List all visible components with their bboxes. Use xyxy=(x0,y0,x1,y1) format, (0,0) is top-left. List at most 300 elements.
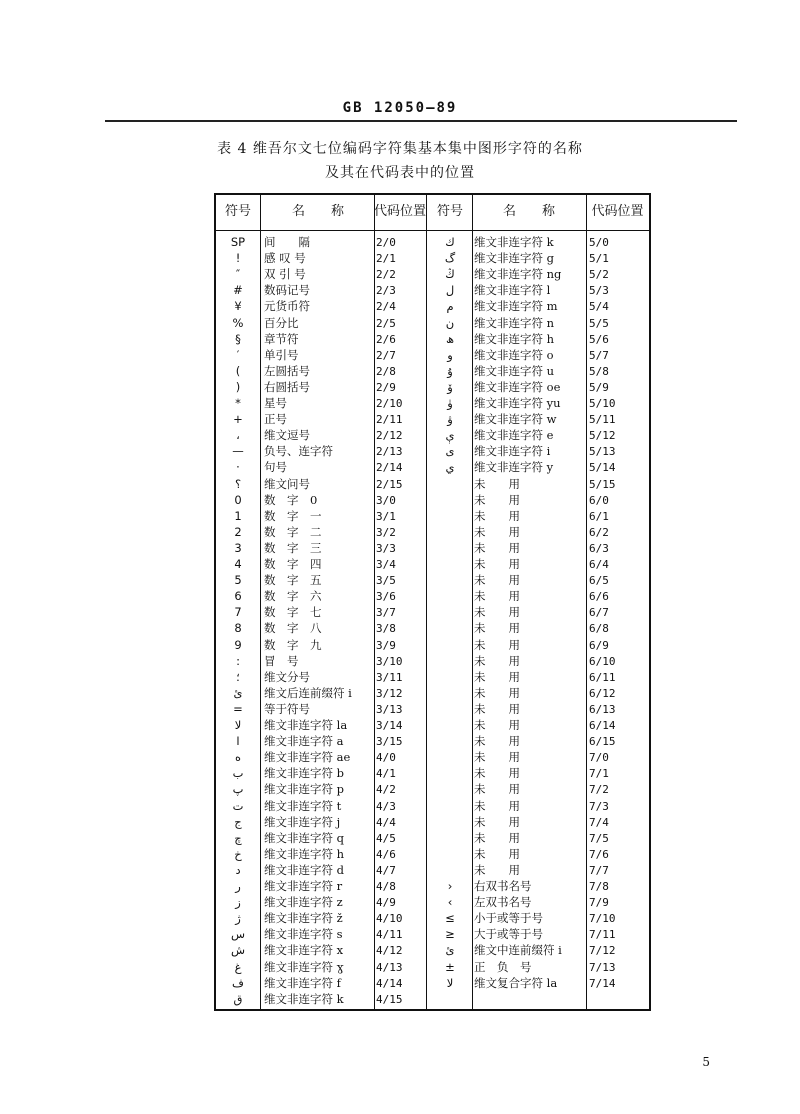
name-cell: 维文非连字符 d xyxy=(264,862,345,877)
code-cell-2: 6/6 xyxy=(589,590,609,604)
table-caption-line2: 及其在代码表中的位置 xyxy=(325,165,475,181)
page-number: 5 xyxy=(702,1055,710,1069)
table-row xyxy=(216,943,649,959)
name-cell-2: 未 用 xyxy=(474,492,520,507)
name-cell: 元货币符 xyxy=(264,299,310,314)
symbol-cell-2: ن xyxy=(445,315,455,330)
symbol-cell-2: ى xyxy=(445,444,455,459)
table-row xyxy=(216,702,649,718)
code-cell-2: 7/13 xyxy=(589,960,616,974)
code-cell: 3/14 xyxy=(376,719,403,732)
table-row xyxy=(216,992,649,1008)
name-cell-2: 未 用 xyxy=(474,750,520,765)
code-cell: 2/10 xyxy=(376,397,403,410)
code-cell-2: 6/14 xyxy=(589,719,616,732)
table-row xyxy=(216,380,649,396)
code-cell-2: 5/8 xyxy=(589,364,609,378)
code-cell-2: 6/7 xyxy=(589,606,609,620)
code-cell: 3/13 xyxy=(376,702,403,716)
name-cell-2: 维文非连字符 w xyxy=(474,412,557,427)
name-cell-2: 维文非连字符 o xyxy=(474,347,554,362)
symbol-cell-2: م xyxy=(446,299,454,314)
symbol-cell: 7 xyxy=(234,605,242,620)
symbol-cell: د xyxy=(235,862,241,877)
table-row xyxy=(216,396,649,412)
table-row xyxy=(216,235,649,251)
code-cell: 3/11 xyxy=(376,670,403,684)
name-cell-2: 左双书名号 xyxy=(474,895,532,910)
code-cell-2: 7/2 xyxy=(589,783,609,797)
code-cell-2: 6/5 xyxy=(589,574,609,588)
name-cell: 数 字 八 xyxy=(264,621,322,636)
name-cell: 负号、连字符 xyxy=(264,444,333,459)
name-cell: 正号 xyxy=(264,412,287,427)
header-symbol-2: 符号 xyxy=(436,204,463,219)
name-cell-2: 小于或等于号 xyxy=(474,911,543,926)
name-cell: 感 叹 号 xyxy=(264,251,306,266)
table-row xyxy=(216,573,649,589)
symbol-cell: ت xyxy=(232,798,244,813)
code-cell-2: 5/14 xyxy=(589,461,616,475)
code-cell: 2/6 xyxy=(376,332,396,346)
name-cell: 左圆括号 xyxy=(264,363,310,378)
symbol-cell-2: ± xyxy=(445,959,455,974)
table-row xyxy=(216,364,649,380)
code-cell-2: 6/9 xyxy=(589,638,609,652)
symbol-cell-2: ې xyxy=(445,428,455,443)
symbol-cell-2: ‹ xyxy=(447,895,453,910)
table-row xyxy=(216,863,649,879)
symbol-cell-2: ھ xyxy=(445,331,455,346)
table-row xyxy=(216,782,649,798)
code-cell-2: 7/14 xyxy=(589,976,616,990)
symbol-cell-2: و xyxy=(447,347,453,362)
code-cell: 4/11 xyxy=(376,928,403,942)
table-caption-line1: 表 4 维吾尔文七位编码字符集基本集中图形字符的名称 xyxy=(217,141,583,157)
symbol-cell: غ xyxy=(234,959,242,974)
name-cell: 维文非连字符 ž xyxy=(264,911,343,926)
symbol-cell: § xyxy=(235,331,241,346)
code-cell-2: 6/11 xyxy=(589,670,616,684)
symbol-cell: ق xyxy=(233,991,243,1006)
code-cell-2: 7/8 xyxy=(589,880,609,893)
symbol-cell-2: ك xyxy=(445,235,455,249)
code-cell-2: 7/11 xyxy=(589,928,616,942)
name-cell: 维文非连字符 b xyxy=(264,766,345,781)
code-cell: 4/0 xyxy=(376,751,396,765)
code-cell: 2/15 xyxy=(376,477,403,491)
code-cell: 4/10 xyxy=(376,912,403,926)
name-cell: 维文非连字符 s xyxy=(264,927,343,942)
name-cell-2: 未 用 xyxy=(474,589,520,604)
code-cell-2: 5/15 xyxy=(589,477,616,491)
code-cell-2: 6/13 xyxy=(589,702,616,716)
name-cell-2: 维文非连字符 g xyxy=(474,251,555,266)
name-cell: 维文非连字符 t xyxy=(264,798,342,813)
code-cell: 3/6 xyxy=(376,590,396,604)
table-row xyxy=(216,960,649,976)
table-row xyxy=(216,460,649,476)
name-cell-2: 正 负 号 xyxy=(474,959,532,974)
name-cell-2: 维文非连字符 oe xyxy=(474,379,561,394)
symbol-cell: 3 xyxy=(234,540,242,555)
code-cell: 3/7 xyxy=(376,606,396,620)
table-row xyxy=(216,412,649,428)
code-cell-2: 7/6 xyxy=(589,847,609,861)
symbol-cell: ″ xyxy=(235,267,241,282)
name-cell-2: 未 用 xyxy=(474,734,520,749)
symbol-cell: % xyxy=(232,315,244,330)
symbol-cell: 2 xyxy=(234,524,242,539)
symbol-cell: ) xyxy=(235,379,241,394)
name-cell: 数 字 七 xyxy=(264,605,322,620)
table-row xyxy=(216,267,649,283)
symbol-cell-2: ۋ xyxy=(447,412,453,427)
name-cell: 维文后连前缀符 i xyxy=(264,685,352,700)
table-row xyxy=(216,766,649,782)
table-row xyxy=(216,509,649,525)
symbol-cell: 0 xyxy=(234,492,242,507)
symbol-cell: چ xyxy=(234,830,242,845)
code-cell: 3/8 xyxy=(376,622,396,636)
symbol-cell: # xyxy=(233,283,243,298)
name-cell-2: 维文非连字符 y xyxy=(474,460,554,475)
character-table xyxy=(214,193,651,1011)
code-cell: 3/15 xyxy=(376,735,403,749)
name-cell: 数 字 0 xyxy=(264,492,318,507)
code-cell-2: 5/3 xyxy=(589,284,609,298)
code-cell-2: 6/4 xyxy=(589,558,609,571)
code-cell-2: 5/9 xyxy=(589,380,609,394)
name-cell: 章节符 xyxy=(264,331,299,346)
code-cell-2: 5/13 xyxy=(589,445,616,459)
code-cell-2: 5/2 xyxy=(589,268,609,282)
name-cell-2: 维文非连字符 ng xyxy=(474,267,562,282)
symbol-cell: = xyxy=(233,701,243,716)
code-cell: 4/13 xyxy=(376,960,403,974)
code-cell-2: 7/9 xyxy=(589,896,609,910)
name-cell: 数 字 四 xyxy=(264,557,322,571)
code-cell-2: 5/12 xyxy=(589,429,616,443)
table-row xyxy=(216,734,649,750)
symbol-cell: 8 xyxy=(234,621,242,636)
code-cell: 4/4 xyxy=(376,815,396,829)
name-cell-2: 维文非连字符 e xyxy=(474,428,554,443)
code-cell: 3/3 xyxy=(376,541,396,555)
name-cell: 维文分号 xyxy=(264,669,310,684)
table-row xyxy=(216,638,649,654)
code-cell: 3/10 xyxy=(376,654,403,668)
symbol-cell-2: گ xyxy=(444,251,456,266)
name-cell-2: 未 用 xyxy=(474,669,520,684)
name-cell-2: 未 用 xyxy=(474,605,520,620)
name-cell: 维文非连字符 z xyxy=(264,895,343,910)
code-cell-2: 6/2 xyxy=(589,525,609,539)
symbol-cell: ش xyxy=(230,943,246,958)
table-row xyxy=(216,654,649,670)
table-row xyxy=(216,621,649,637)
header-symbol: 符号 xyxy=(224,204,251,219)
symbol-cell: ا xyxy=(236,734,240,749)
table-row xyxy=(216,799,649,815)
code-cell-2: 7/1 xyxy=(589,767,609,781)
name-cell: 单引号 xyxy=(264,347,299,362)
name-cell: 数 字 三 xyxy=(264,540,322,555)
name-cell: 维文非连字符 r xyxy=(264,879,343,893)
code-cell-2: 5/7 xyxy=(589,348,609,362)
symbol-cell: 5 xyxy=(234,573,242,588)
code-cell-2: 5/0 xyxy=(589,236,609,249)
name-cell: 数 字 六 xyxy=(264,589,322,604)
name-cell: 维文非连字符 x xyxy=(264,943,344,958)
table-row xyxy=(216,299,649,315)
header-rule xyxy=(105,120,737,122)
name-cell: 等于符号 xyxy=(264,701,310,716)
code-cell-2: 7/4 xyxy=(589,815,609,829)
name-cell: 维文非连字符 k xyxy=(264,991,344,1006)
code-cell: 4/8 xyxy=(376,880,396,893)
table-row xyxy=(216,428,649,444)
name-cell-2: 未 用 xyxy=(474,766,520,781)
symbol-cell-2: ي xyxy=(445,460,455,475)
header-name-2: 名 称 xyxy=(502,204,555,219)
name-cell-2: 未 用 xyxy=(474,846,520,861)
symbol-cell: ج xyxy=(234,814,242,829)
name-cell: 数 字 九 xyxy=(264,637,322,652)
header-code-2: 代码位置 xyxy=(591,204,644,219)
name-cell: 间 隔 xyxy=(264,235,310,249)
table-row xyxy=(216,525,649,541)
code-cell-2: 6/3 xyxy=(589,541,609,555)
symbol-cell: : xyxy=(236,653,240,668)
code-cell: 4/9 xyxy=(376,896,396,910)
symbol-cell: ە xyxy=(234,750,242,765)
name-cell-2: 维文非连字符 k xyxy=(474,235,554,249)
symbol-cell: 6 xyxy=(234,589,242,604)
table-row xyxy=(216,477,649,493)
code-cell: 2/0 xyxy=(376,236,396,249)
name-cell-2: 维文非连字符 h xyxy=(474,331,555,346)
symbol-cell: ¥ xyxy=(234,299,242,314)
symbol-cell-2: ≥ xyxy=(445,927,455,942)
name-cell: 维文非连字符 f xyxy=(264,975,341,990)
symbol-cell: ف xyxy=(232,975,244,990)
code-cell: 2/9 xyxy=(376,380,396,394)
symbol-cell: خ xyxy=(234,846,242,861)
symbol-cell: ! xyxy=(235,251,241,266)
symbol-cell: س xyxy=(230,927,246,942)
code-cell: 3/1 xyxy=(376,509,396,523)
name-cell: 冒 号 xyxy=(264,653,299,668)
name-cell: 维文逗号 xyxy=(264,428,310,443)
name-cell: 数 字 一 xyxy=(264,508,322,523)
code-cell: 2/11 xyxy=(376,413,403,427)
symbol-cell: ر xyxy=(235,879,241,893)
code-cell: 4/12 xyxy=(376,944,403,958)
code-cell: 3/9 xyxy=(376,638,396,652)
code-cell: 2/4 xyxy=(376,300,396,314)
code-cell: 3/0 xyxy=(376,493,396,507)
table-row xyxy=(216,686,649,702)
header-name: 名 称 xyxy=(291,204,344,219)
code-cell: 4/2 xyxy=(376,783,396,797)
table-row xyxy=(216,750,649,766)
code-cell-2: 6/8 xyxy=(589,622,609,636)
code-cell-2: 5/10 xyxy=(589,397,616,410)
name-cell: 星号 xyxy=(264,396,287,410)
symbol-cell: پ xyxy=(232,782,244,797)
name-cell: 句号 xyxy=(264,460,287,475)
code-cell: 4/1 xyxy=(376,767,396,781)
code-cell-2: 5/1 xyxy=(589,252,609,266)
code-cell-2: 7/10 xyxy=(589,912,616,926)
table-row xyxy=(216,847,649,863)
name-cell-2: 维文非连字符 u xyxy=(474,363,555,378)
symbol-cell: ( xyxy=(235,363,241,378)
code-cell: 2/13 xyxy=(376,445,403,459)
symbol-cell: ب xyxy=(232,766,244,781)
code-cell: 2/8 xyxy=(376,364,396,378)
table-row xyxy=(216,879,649,895)
table-row xyxy=(216,316,649,332)
table-row xyxy=(216,831,649,847)
name-cell-2: 未 用 xyxy=(474,621,520,636)
code-cell: 2/12 xyxy=(376,429,403,443)
name-cell: 维文非连字符 a xyxy=(264,734,344,749)
name-cell-2: 未 用 xyxy=(474,782,520,797)
table-row xyxy=(216,557,649,573)
symbol-cell: ژ xyxy=(235,911,241,926)
name-cell-2: 未 用 xyxy=(474,718,520,732)
symbol-cell: + xyxy=(233,412,243,427)
table-row xyxy=(216,348,649,364)
code-cell: 3/5 xyxy=(376,574,396,588)
name-cell-2: 未 用 xyxy=(474,814,520,829)
table-row xyxy=(216,589,649,605)
symbol-cell: · xyxy=(236,460,240,475)
table-header xyxy=(216,195,649,231)
code-cell: 2/5 xyxy=(376,316,396,330)
symbol-cell: ؟ xyxy=(234,476,242,491)
table-row xyxy=(216,605,649,621)
table-row xyxy=(216,927,649,943)
name-cell-2: 维文中连前缀符 i xyxy=(474,943,562,958)
name-cell: 数码记号 xyxy=(264,283,310,298)
symbol-cell: ز xyxy=(235,895,241,910)
code-cell-2: 6/1 xyxy=(589,509,609,523)
table-row xyxy=(216,895,649,911)
symbol-cell: 4 xyxy=(234,557,242,571)
name-cell-2: 未 用 xyxy=(474,637,520,652)
name-cell-2: 未 用 xyxy=(474,573,520,588)
table-row xyxy=(216,911,649,927)
symbol-cell-2: ئ xyxy=(445,943,455,958)
code-cell: 2/2 xyxy=(376,268,396,282)
symbol-cell-2: ۈ xyxy=(447,396,453,410)
symbol-cell-2: ڭ xyxy=(445,267,455,282)
name-cell-2: 未 用 xyxy=(474,701,520,716)
code-cell-2: 7/12 xyxy=(589,944,616,958)
symbol-cell-2: ۆ xyxy=(447,379,453,394)
code-cell: 4/6 xyxy=(376,847,396,861)
name-cell-2: 右双书名号 xyxy=(474,879,532,893)
table-row xyxy=(216,251,649,267)
code-cell: 2/7 xyxy=(376,348,396,362)
symbol-cell-2: ل xyxy=(445,283,455,298)
symbol-cell-2: ≤ xyxy=(445,911,455,926)
symbol-cell: — xyxy=(232,444,244,459)
code-cell: 2/3 xyxy=(376,284,396,298)
code-cell-2: 6/15 xyxy=(589,735,616,749)
code-cell-2: 7/0 xyxy=(589,751,609,765)
name-cell-2: 维文非连字符 yu xyxy=(474,396,561,410)
name-cell: 维文非连字符 ae xyxy=(264,750,351,765)
symbol-cell: ′ xyxy=(236,347,240,362)
symbol-cell: 1 xyxy=(234,508,242,523)
name-cell-2: 维文非连字符 n xyxy=(474,315,555,330)
code-cell: 4/3 xyxy=(376,799,396,813)
name-cell: 数 字 二 xyxy=(264,524,322,539)
symbol-cell: SP xyxy=(230,235,246,249)
name-cell: 数 字 五 xyxy=(264,573,322,588)
symbol-cell: ؛ xyxy=(236,669,240,684)
code-cell: 4/14 xyxy=(376,976,403,990)
code-cell: 3/12 xyxy=(376,686,403,700)
name-cell-2: 维文复合字符 la xyxy=(474,975,558,990)
code-cell: 3/4 xyxy=(376,558,396,571)
name-cell-2: 未 用 xyxy=(474,476,520,491)
code-cell-2: 7/5 xyxy=(589,831,609,845)
name-cell: 双 引 号 xyxy=(264,267,306,282)
symbol-cell: 9 xyxy=(234,637,242,652)
code-cell-2: 7/7 xyxy=(589,863,609,877)
name-cell: 维文问号 xyxy=(264,476,310,491)
symbol-cell-2: ﻻ xyxy=(446,975,454,990)
code-cell-2: 6/10 xyxy=(589,654,616,668)
code-cell-2: 6/12 xyxy=(589,686,616,700)
code-cell: 3/2 xyxy=(376,525,396,539)
name-cell-2: 未 用 xyxy=(474,862,520,877)
code-cell-2: 7/3 xyxy=(589,799,609,813)
table-row xyxy=(216,976,649,992)
code-cell-2: 5/4 xyxy=(589,300,609,314)
name-cell: 维文非连字符 q xyxy=(264,830,345,845)
symbol-cell: ، xyxy=(236,428,240,443)
header-code: 代码位置 xyxy=(374,204,427,219)
name-cell-2: 未 用 xyxy=(474,653,520,668)
name-cell-2: 未 用 xyxy=(474,524,520,539)
symbol-cell: لا xyxy=(234,718,242,732)
table-row xyxy=(216,444,649,460)
name-cell: 维文非连字符 la xyxy=(264,718,348,732)
name-cell: 维文非连字符 j xyxy=(264,814,341,829)
name-cell-2: 大于或等于号 xyxy=(474,927,543,942)
table-row xyxy=(216,493,649,509)
name-cell-2: 未 用 xyxy=(474,540,520,555)
name-cell-2: 未 用 xyxy=(474,508,520,523)
name-cell: 右圆括号 xyxy=(264,379,310,394)
symbol-cell: * xyxy=(235,396,241,410)
table-row xyxy=(216,718,649,734)
name-cell-2: 维文非连字符 i xyxy=(474,444,551,459)
name-cell: 维文非连字符 p xyxy=(264,782,345,797)
symbol-cell: ئ xyxy=(233,685,243,700)
name-cell-2: 维文非连字符 l xyxy=(474,283,551,298)
table-row xyxy=(216,815,649,831)
table-row xyxy=(216,283,649,299)
name-cell: 维文非连字符 h xyxy=(264,846,345,861)
code-cell: 4/15 xyxy=(376,992,403,1006)
